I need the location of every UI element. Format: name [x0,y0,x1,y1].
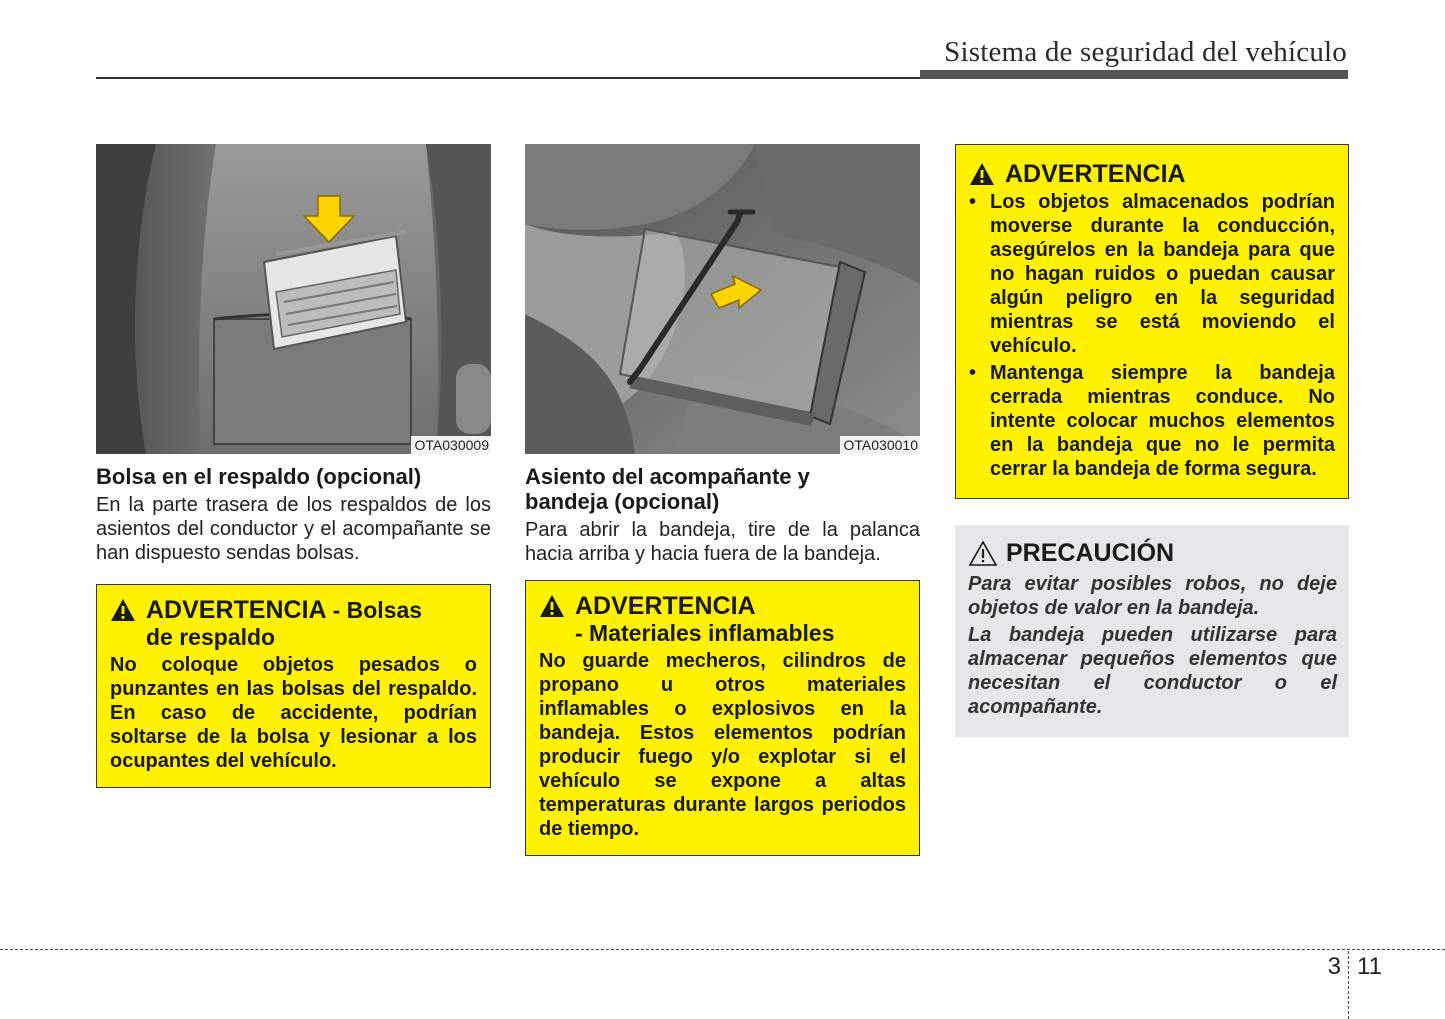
warning-title: ADVERTENCIA [575,592,756,620]
footer-divider [0,949,1445,950]
page-number: 11 [1357,953,1382,980]
header-rule [96,77,920,79]
warning-subtitle: - Bolsas [332,597,423,623]
caution-text: Para evitar posibles robos, no deje objetos de valor en la bandeja. [968,573,1337,619]
figure-code: OTA030010 [840,436,920,454]
caution-heading [968,539,1337,568]
warning-body: No guarde mecheros, cilindros de propano u otros materiales inflamables o explosivos en la bandeja. Estos elementos podrían producir fuego y/o explotar si el vehículo se expone a altas temperaturas durante largos periodos de tiempo. [539,650,906,840]
warning-heading [969,161,1335,188]
warning-triangle-icon [539,594,565,618]
caution-title: PRECAUCIÓN [1006,539,1175,567]
warning-triangle-icon [110,598,136,622]
section-title [525,464,920,514]
warning-body: No coloque objetos pesados o punzantes en las bolsas del respaldo. En caso de accidente, podrían soltarse de la bolsa y lesionar a los ocupantes del vehículo. [110,654,477,772]
warning-bullet-list [969,190,1335,481]
page-header-title: Sistema de seguridad del vehículo [944,36,1347,68]
caution-box [955,525,1349,737]
figure-code: OTA030009 [411,436,491,454]
warning-title: ADVERTENCIA [146,596,326,624]
seatback-pocket-illustration [96,144,491,454]
warning-box-flammable [525,580,920,856]
section-title: Bolsa en el respaldo (opcional) [96,464,422,489]
warning-bullet: • Los objetos almacenados podrían moverse durante la conducción, asegúrelos en la bandeja para que no hagan ruidos o puedan causar algún peligro en la seguridad mientras se está moviendo el vehículo. [969,190,1335,358]
warning-bullet: • Mantenga siempre la bandeja cerrada mientras conduce. No intente colocar muchos elementos en la bandeja que no le permita cerrar la bandeja de forma segura. [969,361,1335,481]
passenger-tray-figure [525,144,920,454]
page-section-number: 3 [1327,953,1341,980]
warning-triangle-icon [969,162,995,186]
warning-subtitle: - Materiales inflamables [575,620,835,646]
warning-box-tray [955,144,1349,499]
seatback-pocket-figure [96,144,491,454]
section-title-line1: Asiento del acompañante y [525,464,810,489]
caution-text: La bandeja pueden utilizarse para almacenar pequeños elementos que necesitan el conductor o el acompañante. [968,624,1337,718]
caution-triangle-icon [968,540,998,567]
warning-subtitle-line2: de respaldo [146,624,276,650]
section-body: Para abrir la bandeja, tire de la palanca hacia arriba y hacia fuera de la bandeja. [525,519,920,565]
column-2 [525,144,920,856]
warning-heading [539,593,906,647]
section-title-line2: bandeja (opcional) [525,489,720,514]
warning-title: ADVERTENCIA [1005,160,1186,188]
section-body: En la parte trasera de los respaldos de los asientos del conductor y el acompañante se han dispuesto sendas bolsas. [96,494,491,564]
warning-heading [110,597,477,651]
header-rule-accent [920,70,1348,79]
footer-page-divider [1348,951,1349,1019]
passenger-tray-illustration [525,144,920,454]
warning-box-seatback [96,584,491,788]
column-1 [96,144,491,788]
column-3 [955,144,1349,737]
